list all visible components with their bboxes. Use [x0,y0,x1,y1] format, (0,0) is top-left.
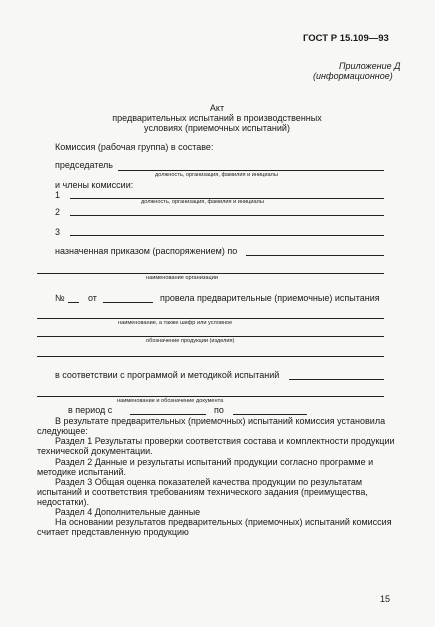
appendix-label: Приложение Д [339,61,401,71]
result-paragraph-line2: следующее: [37,426,88,436]
member-2-number: 2 [55,207,61,217]
organization-field[interactable] [37,273,384,274]
product-code-field[interactable] [37,336,384,337]
section-3-line2: испытаний и соответствия требованиям технического задания (преимущества, [37,487,368,497]
period-to-label: по [214,405,224,415]
chairman-label: председатель [55,160,113,170]
member-3-field[interactable] [70,235,384,236]
member-3-number: 3 [55,227,61,237]
final-paragraph-line1: На основании результатов предварительных (приемочных) испытаний комиссия [55,517,392,527]
section-3-line1: Раздел 3 Общая оценка показателей качества продукции по результатам [55,477,363,487]
order-org-field[interactable] [246,255,384,256]
members-label: и члены комиссии: [55,180,134,190]
period-to-field[interactable] [233,414,307,415]
chairman-caption: должность, организация, фамилия и инициалы [155,172,278,178]
commission-intro: Комиссия (рабочая группа) в составе: [55,142,214,152]
document-caption: наименование и обозначение документа [117,398,224,404]
period-from-field[interactable] [130,414,206,415]
page-number: 15 [380,594,391,604]
date-from-label: от [88,293,97,303]
section-1-line1: Раздел 1 Результаты проверки соответствия состава и комплектности продукции [55,436,395,446]
members-caption: должность, организация, фамилия и инициалы [141,199,264,205]
section-1-line2: технической документации. [37,446,153,456]
program-field[interactable] [289,379,384,380]
conducted-text: провела предварительные (приемочные) испытания [160,293,380,303]
date-field[interactable] [103,302,153,303]
order-text: назначенная приказом (распоряжением) по [55,246,238,256]
result-paragraph-line1: В результате предварительных (приемочных) испытаний комиссия установила [55,416,386,426]
appendix-type: (информационное) [313,71,393,81]
doc-title: Акт [209,103,225,113]
member-2-field[interactable] [70,215,384,216]
doc-title-line2: предварительных испытаний в производственных [112,113,322,123]
standard-code: ГОСТ Р 15.109—93 [303,33,389,44]
section-2-line1: Раздел 2 Данные и результаты испытаний продукции согласно программе и [55,457,374,467]
product-name-caption: наименование, а также шифр или условное [118,320,233,326]
organization-caption: наименование организации [146,275,218,281]
product-name-field[interactable] [37,318,384,319]
period-from-label: в период с [68,405,113,415]
section-4-line1: Раздел 4 Дополнительные данные [55,507,201,517]
program-text: в соответствии с программой и методикой испытаний [55,370,280,380]
section-2-line2: методике испытаний. [37,467,126,477]
number-label: № [55,293,65,303]
document-field[interactable] [37,396,384,397]
section-3-line3: недостатки). [37,497,89,507]
number-field[interactable] [68,302,79,303]
product-code-caption: обозначение продукции (изделия) [146,338,235,344]
final-paragraph-line2: считает представленную продукцию [37,527,189,537]
chairman-field[interactable] [118,170,384,171]
member-1-number: 1 [55,190,61,200]
extra-product-field[interactable] [37,356,384,357]
doc-title-line3: условиях (приемочных испытаний) [144,123,290,133]
